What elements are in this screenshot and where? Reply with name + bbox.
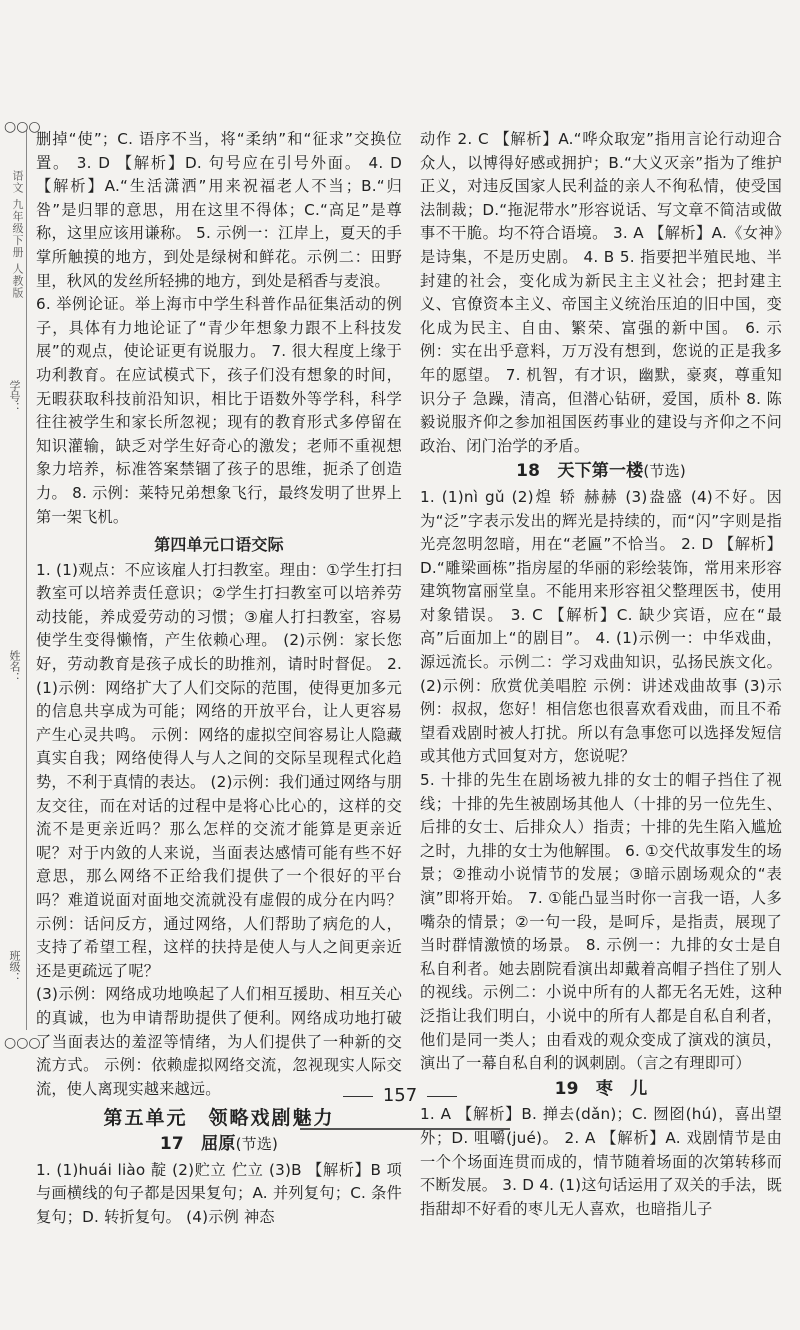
number-field-label: 学号： [8, 380, 21, 413]
section-heading-oral: 第四单元口语交际 [154, 535, 284, 555]
right-column [420, 128, 782, 1221]
lesson-subtitle: (节选) [235, 1134, 279, 1153]
lesson-title: 18 天下第一楼 [516, 461, 644, 482]
answer-paragraph: 动作 2. C 【解析】A.“哗众取宠”指用言论行动迎合众人，以博得好感或拥护；B.“大义灭亲”指为了维护正义，对违反国家人民利益的亲人不徇私情，使受国法制裁；D.“拖泥带水”形容说话、写文章不简洁或做事不干脆。均不符合语境。 3. A 【解析】A.《女神》是诗集，不是历史剧。 4. B 5. 指要把半殖民地、半封建的社会，变化成为新民主主义社会；把封建主义、官僚资本主义、帝国主义统治压迫的旧中国，变化成为民主、自由、繁荣、富强的新中国。 6. 示例：实在出乎意料，万万没有想到，您说的正是我多年的愿望。 7. 机智，有才识，幽默，豪爽，尊重知识分子 急躁，清高，但潜心钻研，爱国，质朴 8. 陈毅说服齐仰之参加祖国医药事业的建设与齐仰之不问政治、闭门治学的矛盾。 [420, 130, 782, 455]
book-title-vertical: 语文 九年级下册 人教版 [11, 170, 24, 299]
margin-decoration-bottom: ○○○ [4, 1035, 41, 1051]
margin-decoration-top: ○○○ [4, 119, 41, 135]
answer-paragraph: 删掉“使”；C. 语序不当，将“柔纳”和“征求”交换位置。 3. D 【解析】D. 句号应在引号外面。 4. D 【解析】A.“生活潇洒”用来祝福老人不当；B.“归咎”是归罪的意思，用在这里不得体；C.“高足”是尊称，这里应该用谦称。 5. 示例一：江岸上，夏天的手掌所触摸的地方，到处是绿树和鲜花。示例二：田野里，秋风的发丝所轻拂的地方，到处是稻香与麦浪。 [36, 130, 402, 290]
page-number-dash-left [343, 1096, 373, 1097]
page-number-text: 157 [382, 1085, 418, 1106]
page-number-dash-right [427, 1096, 457, 1097]
answer-paragraph: 1. (1)nì gǔ (2)煌 轿 赫赫 (3)盎盛 (4)不好。因为“泛”字表示发出的辉光是持续的，而“闪”字则是指光亮忽明忽暗，用在“老匾”不恰当。 2. D 【解析】D.“雕梁画栋”指房屋的华丽的彩绘装饰，常用来形容建筑物富丽堂皇。不能用来形容祖父整理医书，使用对象错误。 3. C 【解析】C. 缺少宾语，应在“最高”后面加上“的剧目”。 4. (1)示例一：中华戏曲，源远流长。示例二：学习戏曲知识，弘扬民族文化。 (2)示例：欣赏优美唱腔 示例：讲述戏曲故事 (3)示例：叔叔，您好！相信您也很喜欢看戏曲，而且不希望看戏剧时被人打扰。所以有急事您可以选择发短信或其他方式回复对方，您说呢？ [420, 487, 782, 766]
name-field-label: 姓名： [8, 650, 21, 683]
footer-rule [300, 1128, 510, 1130]
class-field-label: 班级： [8, 950, 21, 983]
unit-heading: 第五单元 领略戏剧魅力 [103, 1107, 335, 1130]
lesson-title: 17 屈原 [159, 1133, 236, 1154]
answer-paragraph: 5. 十排的先生在剧场被九排的女士的帽子挡住了视线；十排的先生被剧场其他人（十排的另一位先生、后排的女士、后排众人）指责；十排的先生陷入尴尬之时，九排的女士为他解围。 6. ①交代故事发生的场景；②推动小说情节的发展；③暗示剧场观众的“表演”即将开始。 7. ①能凸显当时你一言我一语，人多嘴杂的情景；②一句一段，是呵斥，是指责，展现了当时群情激愤的场景。 8. 示例一：九排的女士是自私自利者。她去剧院看演出却戴着高帽子挡住了别人的视线。示例二：小说中所有的人都无名无姓，这种泛指让我们明白，小说中的所有人都是自私自利者，他们是同一类人；由看戏的观众变成了演戏的演员，演出了一幕自私自利的讽刺剧。（言之有理即可） [420, 771, 782, 1073]
answer-paragraph: 1. (1)观点：不应该雇人打扫教室。理由：①学生打扫教室可以培养责任意识；②学生打扫教室可以培养劳动技能，养成爱劳动的习惯；③雇人打扫教室，容易使学生变得懒惰，产生依赖心理。 (2)示例：家长您好，劳动教育是孩子成长的助推剂，请时时督促。 2. (1)示例：网络扩大了人们交际的范围，使得更加多元的信息共享成为可能；网络的开放平台，让人更容易产生心灵共鸣。 示例：网络的虚拟空间容易让人隐藏真实自我；网络使得人与人之间的交际呈现程式化趋势，不利于真情的表达。 (2)示例：我们通过网络与朋友交往，而在对话的过程中是将心比心的，这样的交流不是更亲近吗？那么怎样的交流才能算是更亲近呢？对于内敛的人来说，当面表达感情可能有些不好意思，那么网络不正给我们提供了一个很好的平台吗？难道说面对面地交流就没有虚假的成分在内吗？ 示例：话问反方，通过网络，人们帮助了病危的人，支持了希望工程，这样的扶持是使人与人之间更亲近还是更疏远了呢？ [36, 560, 402, 980]
answer-paragraph: 1. (1)huái liào 靛 (2)贮立 伫立 (3)B 【解析】B 项与画横线的句子都是因果复句；A. 并列复句；C. 条件复句；D. 转折复句。 (4)示例 神态 [36, 1160, 402, 1226]
lesson-heading-18 [420, 460, 782, 484]
lesson-title: 19 枣 儿 [554, 1078, 648, 1099]
lesson-heading-17 [36, 1133, 402, 1157]
answer-paragraph: (3)示例：网络成功地唤起了人们相互援助、相互关心的真诚，也为申请帮助提供了便利。网络成功地打破了当面表达的羞涩等情绪，为人们提供了一种新的交流方式。 示例：依赖虚拟网络交流，忽视现实人际交流，使人离现实越来越远。 [36, 985, 402, 1098]
left-column [36, 128, 402, 1229]
binding-margin [4, 119, 41, 1051]
answer-paragraph: 6. 举例论证。举上海市中学生科普作品征集活动的例子，具体有力地论证了“青少年想象力跟不上科技发展”的观点，使论证更有说服力。 7. 很大程度上缘于功利教育。在应试模式下，孩子们没有想象的时间，无暇获取科技前沿知识，相比于语数外等学科，科学往往被学生和家长所忽视；现有的教育形式多停留在知识灌输，缺乏对学生好奇心的激发；老师不重视想象力培养，标准答案禁锢了孩子的思维，扼杀了创造力。 8. 示例：莱特兄弟想象飞行，最终发明了世界上第一架飞机。 [36, 295, 402, 526]
answer-paragraph: 1. A 【解析】B. 掸去(dǎn)；C. 囫囵(hú)，喜出望外；D. 咀嚼(jué)。 2. A 【解析】A. 戏剧情节是由一个个场面连贯而成的，情节随着场面的次第转移而不断发展。 3. D 4. (1)这句话运用了双关的手法，既指甜却不好看的枣儿无人喜欢，也暗指儿子 [420, 1105, 782, 1218]
page-number [0, 1085, 800, 1106]
lesson-subtitle: (节选) [643, 462, 686, 481]
